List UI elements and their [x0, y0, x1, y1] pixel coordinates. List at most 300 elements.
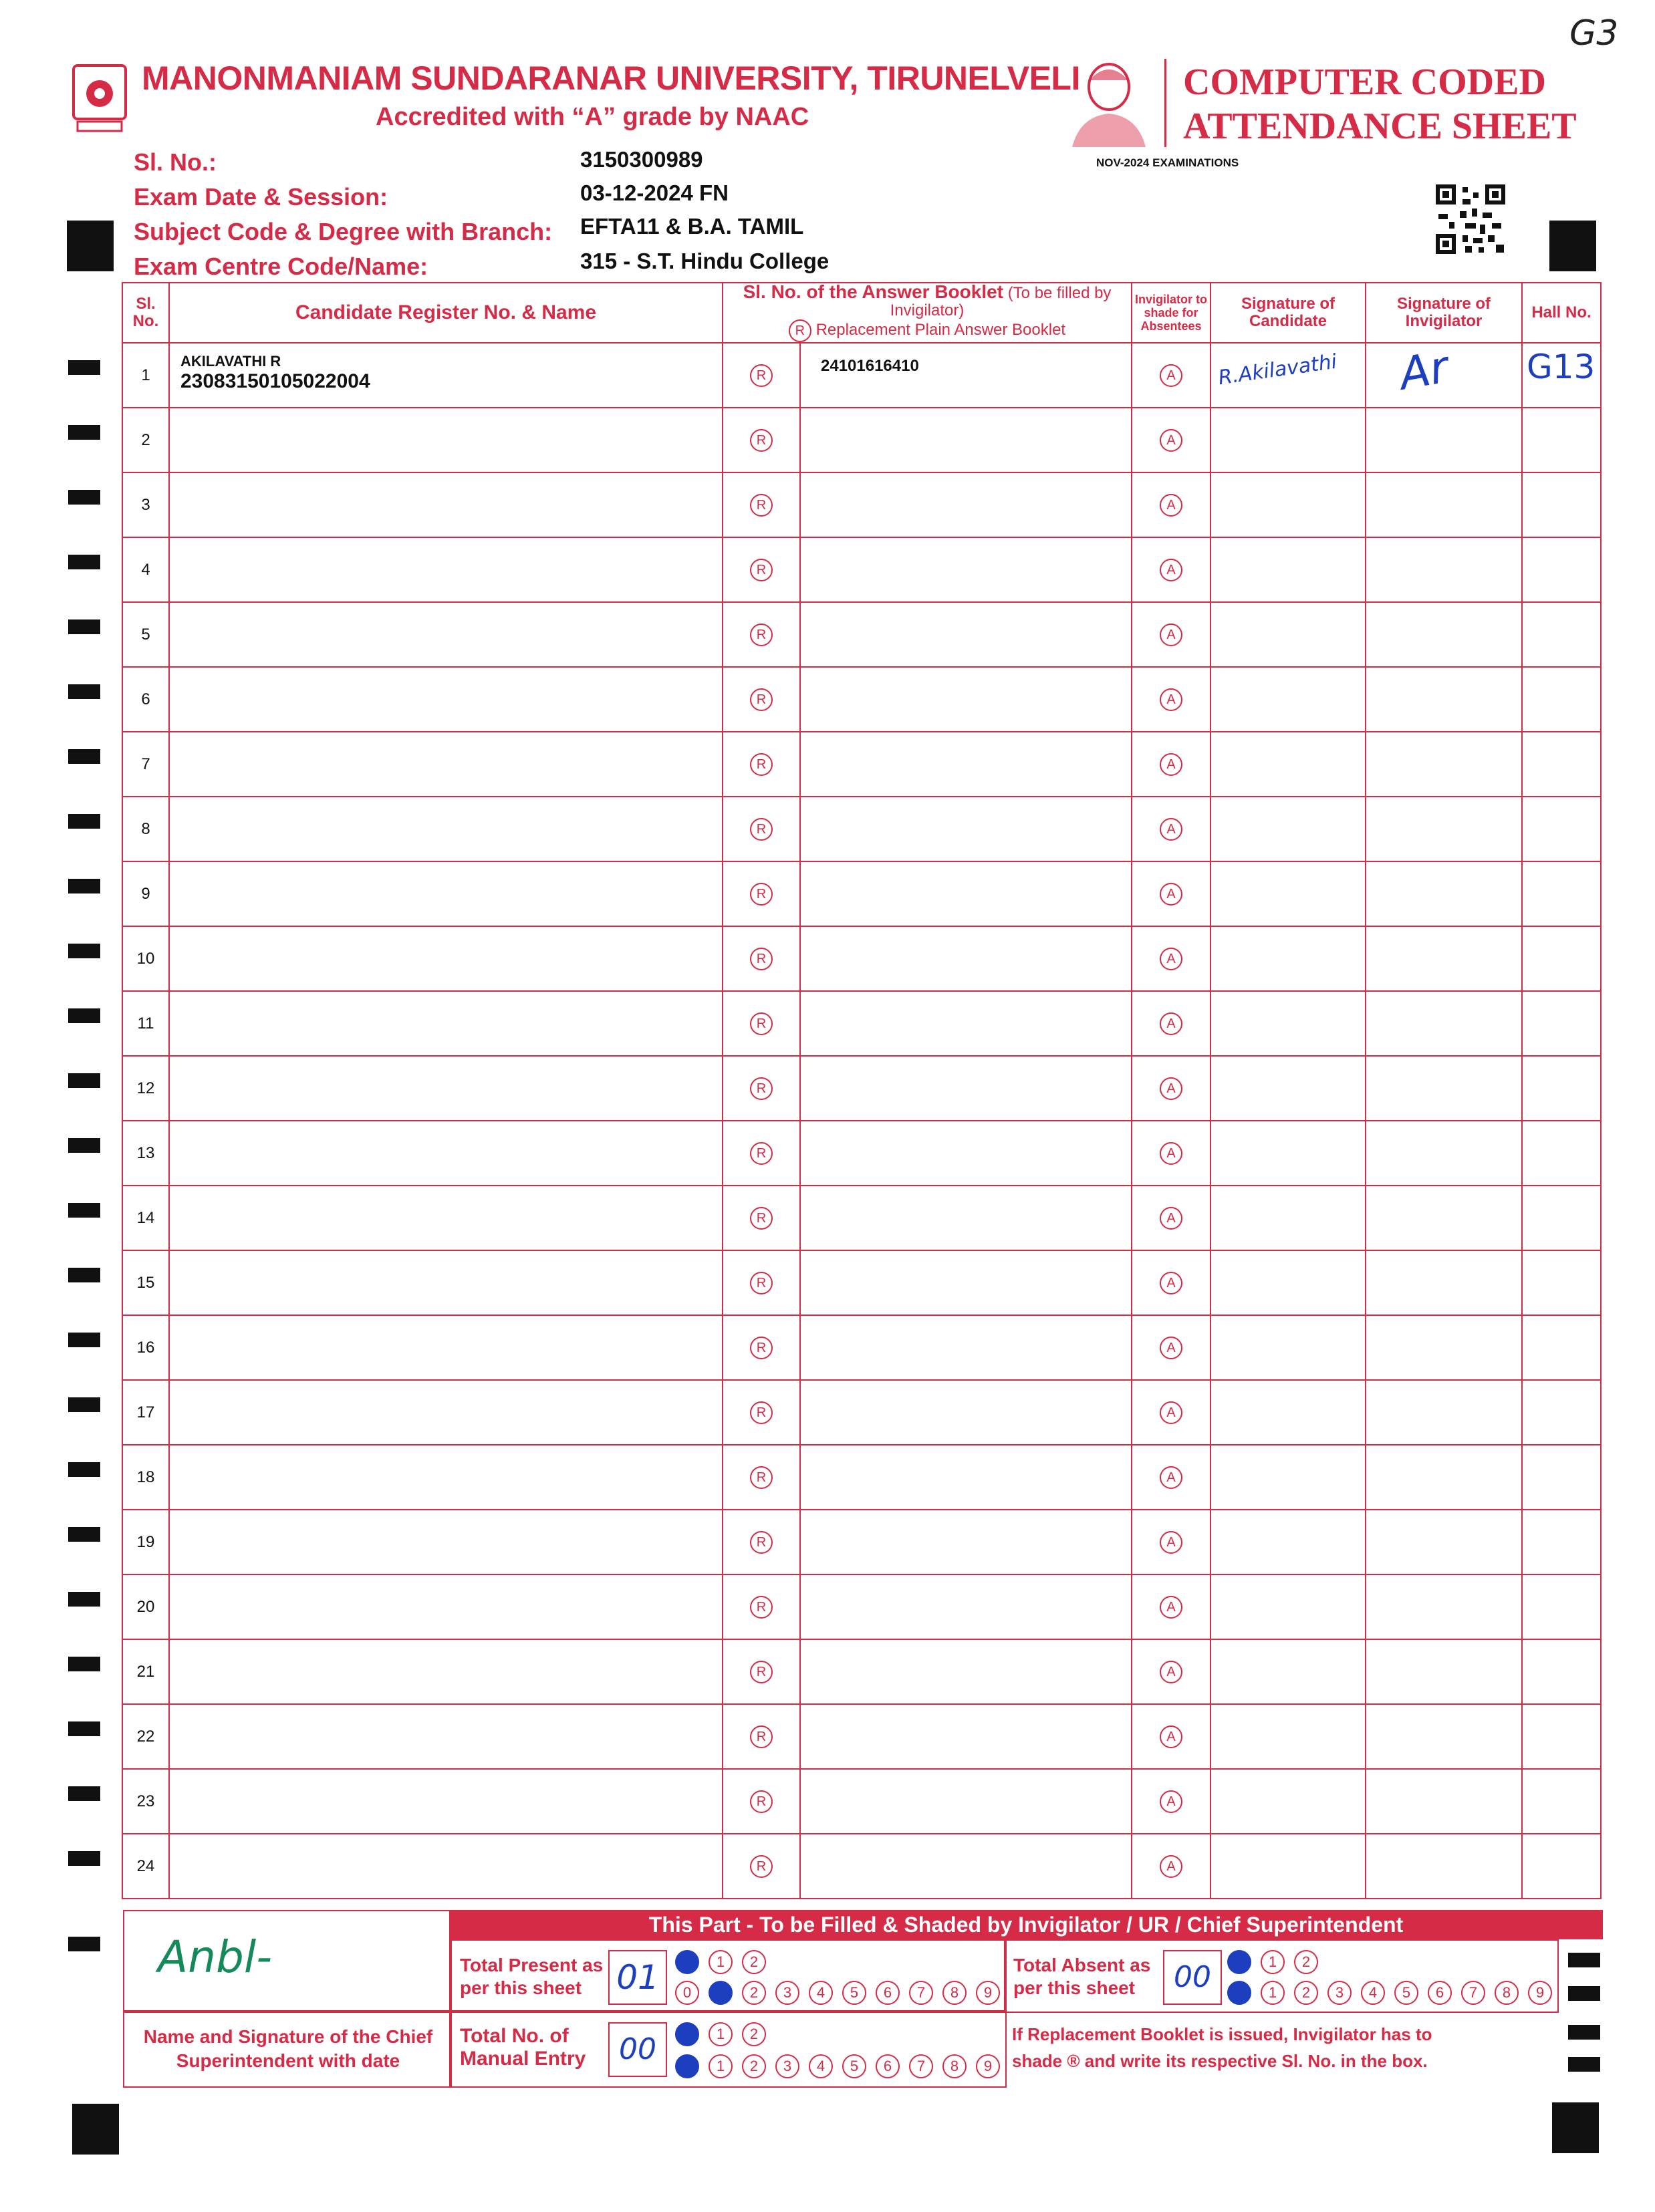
replacement-bubble-cell[interactable]: [723, 1574, 800, 1639]
candidate-cell[interactable]: [169, 537, 723, 602]
table-row: [122, 926, 1601, 991]
candidate-cell[interactable]: [169, 1639, 723, 1704]
hall-no-cell[interactable]: [1522, 991, 1601, 1056]
replacement-bubble[interactable]: R: [750, 1077, 773, 1100]
timing-mark: [68, 1937, 100, 1951]
invigilator-signature-cell[interactable]: [1366, 1510, 1522, 1574]
absent-bubble-cell[interactable]: [1132, 1834, 1211, 1899]
candidate-signature-cell[interactable]: [1211, 991, 1366, 1056]
candidate-cell[interactable]: [169, 472, 723, 537]
absent-bubble[interactable]: A: [1160, 559, 1182, 581]
chief-label-box: [123, 2010, 452, 2088]
hall-no-cell[interactable]: [1522, 1186, 1601, 1250]
candidate-signature-cell[interactable]: [1211, 537, 1366, 602]
replacement-bubble-cell[interactable]: [723, 926, 800, 991]
absent-bubble[interactable]: A: [1160, 1207, 1182, 1230]
candidate-signature-cell[interactable]: [1211, 1769, 1366, 1834]
candidate-cell[interactable]: [169, 1834, 723, 1899]
absent-bubble-cell[interactable]: [1132, 1186, 1211, 1250]
replacement-bubble-cell[interactable]: [723, 991, 800, 1056]
digit-bubble[interactable]: 1: [1261, 1981, 1285, 2005]
candidate-signature-cell[interactable]: [1211, 1445, 1366, 1510]
timing-mark: [68, 684, 100, 699]
replacement-note: If Replacement Booklet is issued, Invigilator has to shade ® and write its respective Sl. No. in the box.: [1012, 2024, 1432, 2071]
corner-handwritten-mark: G3: [1569, 13, 1619, 53]
absent-bubble[interactable]: A: [1160, 1531, 1182, 1554]
absent-bubble[interactable]: A: [1160, 624, 1182, 646]
candidate-cell[interactable]: [169, 1121, 723, 1186]
hall-no-cell[interactable]: [1522, 1639, 1601, 1704]
booklet-no-cell[interactable]: [800, 1574, 1132, 1639]
invigilator-signature-cell[interactable]: [1366, 1315, 1522, 1380]
absent-bubble[interactable]: A: [1160, 364, 1182, 387]
candidate-signature-cell[interactable]: [1211, 1250, 1366, 1315]
digit-bubble[interactable]: 9: [976, 1981, 1000, 2005]
absent-bubble[interactable]: A: [1160, 818, 1182, 841]
digit-bubble[interactable]: 0: [675, 2054, 699, 2078]
candidate-cell[interactable]: [169, 1704, 723, 1769]
digit-bubble[interactable]: 9: [976, 2054, 1000, 2078]
invigilator-signature-cell[interactable]: [1366, 343, 1522, 408]
absent-bubble-cell[interactable]: [1132, 991, 1211, 1056]
replacement-bubble-cell[interactable]: [723, 1445, 800, 1510]
digit-bubble[interactable]: 5: [1394, 1981, 1418, 2005]
booklet-no-cell[interactable]: [800, 1639, 1132, 1704]
invigilator-signature-cell[interactable]: [1366, 537, 1522, 602]
digit-bubble[interactable]: 8: [1495, 1981, 1519, 2005]
digit-bubble[interactable]: 7: [1461, 1981, 1485, 2005]
digit-bubble[interactable]: 3: [775, 2054, 799, 2078]
absent-bubble-cell[interactable]: [1132, 1056, 1211, 1121]
booklet-no-cell[interactable]: [800, 1704, 1132, 1769]
booklet-no-cell[interactable]: [800, 602, 1132, 667]
replacement-bubble-cell[interactable]: [723, 1510, 800, 1574]
total-absent-value: 00: [1163, 1950, 1222, 2005]
candidate-signature-cell[interactable]: [1211, 732, 1366, 797]
absent-units-bubbles: [1227, 1981, 1552, 2005]
hall-no-cell[interactable]: [1522, 861, 1601, 926]
candidate-cell[interactable]: [169, 408, 723, 472]
row-sl: 6: [122, 667, 169, 732]
hall-no-cell[interactable]: [1522, 537, 1601, 602]
candidate-signature-cell[interactable]: [1211, 1510, 1366, 1574]
candidate-cell[interactable]: [169, 1445, 723, 1510]
invigilator-signature-cell[interactable]: [1366, 1445, 1522, 1510]
digit-bubble[interactable]: 1: [1261, 1950, 1285, 1974]
booklet-no-cell[interactable]: [800, 1834, 1132, 1899]
invigilator-signature-cell[interactable]: [1366, 797, 1522, 861]
table-row: [122, 1510, 1601, 1574]
candidate-cell[interactable]: [169, 1186, 723, 1250]
timing-mark: [68, 425, 100, 440]
booklet-no-cell[interactable]: [800, 343, 1132, 408]
replacement-bubble[interactable]: R: [750, 494, 773, 517]
invigilator-signature-cell[interactable]: [1366, 1380, 1522, 1445]
registration-mark-bottom-right: [1552, 2102, 1599, 2153]
digit-bubble[interactable]: 7: [909, 1981, 933, 2005]
absent-bubble-cell[interactable]: [1132, 1639, 1211, 1704]
absent-bubble[interactable]: A: [1160, 1596, 1182, 1619]
candidate-signature-cell[interactable]: [1211, 408, 1366, 472]
digit-bubble[interactable]: 6: [876, 2054, 900, 2078]
absent-bubble[interactable]: A: [1160, 688, 1182, 711]
booklet-no-cell[interactable]: [800, 1769, 1132, 1834]
digit-bubble[interactable]: 3: [1327, 1981, 1352, 2005]
replacement-bubble-cell[interactable]: [723, 537, 800, 602]
hall-no-cell[interactable]: [1522, 797, 1601, 861]
digit-bubble[interactable]: 2: [742, 1950, 766, 1974]
absent-bubble[interactable]: A: [1160, 1012, 1182, 1035]
hall-no-cell[interactable]: [1522, 602, 1601, 667]
hall-no-cell[interactable]: [1522, 732, 1601, 797]
candidate-signature-cell[interactable]: [1211, 1380, 1366, 1445]
registration-mark-bottom-left: [72, 2104, 119, 2155]
candidate-signature-cell[interactable]: [1211, 1834, 1366, 1899]
total-absent-label: Total Absent as per this sheet: [1013, 1955, 1151, 1998]
invigilator-signature-cell[interactable]: [1366, 1574, 1522, 1639]
table-row: [122, 667, 1601, 732]
booklet-no-cell[interactable]: [800, 472, 1132, 537]
replacement-bubble[interactable]: R: [750, 1012, 773, 1035]
absent-bubble[interactable]: A: [1160, 883, 1182, 906]
absent-bubble[interactable]: A: [1160, 948, 1182, 970]
replacement-bubble-cell[interactable]: [723, 408, 800, 472]
booklet-no-cell[interactable]: [800, 732, 1132, 797]
candidate-cell[interactable]: [169, 1315, 723, 1380]
university-name: MANONMANIAM SUNDARANAR UNIVERSITY, TIRUNELVELI: [142, 59, 1080, 97]
hall-no-cell[interactable]: [1522, 1769, 1601, 1834]
absent-bubble[interactable]: A: [1160, 1790, 1182, 1813]
replacement-bubble-cell[interactable]: [723, 1639, 800, 1704]
absent-bubble-cell[interactable]: [1132, 926, 1211, 991]
table-row: [122, 1769, 1601, 1834]
replacement-bubble[interactable]: R: [750, 948, 773, 970]
digit-bubble[interactable]: 2: [742, 2054, 766, 2078]
booklet-no-cell[interactable]: [800, 408, 1132, 472]
replacement-bubble-cell[interactable]: [723, 861, 800, 926]
candidate-cell[interactable]: [169, 667, 723, 732]
booklet-no-cell[interactable]: [800, 1056, 1132, 1121]
hall-no-cell[interactable]: [1522, 1121, 1601, 1186]
row-sl: 3: [122, 472, 169, 537]
invigilator-signature-cell[interactable]: [1366, 1250, 1522, 1315]
absent-bubble-cell[interactable]: [1132, 1769, 1211, 1834]
replacement-bubble[interactable]: R: [750, 559, 773, 581]
invigilator-signature-cell[interactable]: [1366, 602, 1522, 667]
replacement-bubble-cell[interactable]: [723, 1769, 800, 1834]
replacement-bubble-cell[interactable]: [723, 1704, 800, 1769]
row-sl: 19: [122, 1510, 169, 1574]
absent-bubble-cell[interactable]: [1132, 861, 1211, 926]
absent-bubble-cell[interactable]: [1132, 537, 1211, 602]
timing-mark: [1568, 2025, 1600, 2040]
table-row: [122, 1250, 1601, 1315]
hall-no-cell[interactable]: [1522, 408, 1601, 472]
absent-bubble[interactable]: A: [1160, 1725, 1182, 1748]
candidate-cell[interactable]: [169, 1510, 723, 1574]
replacement-bubble[interactable]: R: [750, 1401, 773, 1424]
booklet-no-cell[interactable]: [800, 1315, 1132, 1380]
candidate-signature-cell[interactable]: [1211, 861, 1366, 926]
hall-no-cell[interactable]: [1522, 1445, 1601, 1510]
timing-mark: [68, 1268, 100, 1282]
invigilator-signature-cell[interactable]: [1366, 1834, 1522, 1899]
replacement-bubble[interactable]: R: [750, 364, 773, 387]
candidate-cell[interactable]: [169, 861, 723, 926]
chief-signature-box: [123, 1910, 452, 2013]
invigilator-signature-cell[interactable]: [1366, 1056, 1522, 1121]
timing-mark: [68, 1462, 100, 1477]
replacement-bubble[interactable]: R: [750, 1466, 773, 1489]
replacement-bubble-cell[interactable]: [723, 1315, 800, 1380]
hall-no-cell[interactable]: [1522, 472, 1601, 537]
digit-bubble[interactable]: 0: [675, 1981, 699, 2005]
absent-bubble[interactable]: A: [1160, 1077, 1182, 1100]
hall-no-cell[interactable]: [1522, 1250, 1601, 1315]
timing-mark: [68, 555, 100, 569]
booklet-no-cell[interactable]: [800, 861, 1132, 926]
hall-no-cell[interactable]: [1522, 1380, 1601, 1445]
total-present-value: 01: [608, 1950, 667, 2005]
candidate-cell[interactable]: [169, 602, 723, 667]
absent-bubble[interactable]: A: [1160, 1855, 1182, 1878]
digit-bubble[interactable]: 2: [1294, 1981, 1318, 2005]
table-row: [122, 537, 1601, 602]
table-row: [122, 1056, 1601, 1121]
candidate-cell[interactable]: [169, 343, 723, 408]
digit-bubble[interactable]: 4: [809, 1981, 833, 2005]
candidate-signature-cell[interactable]: [1211, 1704, 1366, 1769]
hall-no-cell[interactable]: [1522, 667, 1601, 732]
replacement-bubble[interactable]: R: [750, 1207, 773, 1230]
replacement-bubble-cell[interactable]: [723, 797, 800, 861]
timing-mark: [68, 360, 100, 375]
absent-bubble-cell[interactable]: [1132, 1510, 1211, 1574]
invigilator-signature-cell[interactable]: [1366, 1186, 1522, 1250]
candidate-signature-cell[interactable]: [1211, 1315, 1366, 1380]
invigilator-signature-cell[interactable]: [1366, 732, 1522, 797]
absent-bubble-cell[interactable]: [1132, 1121, 1211, 1186]
candidate-signature-cell[interactable]: [1211, 926, 1366, 991]
candidate-cell[interactable]: [169, 1380, 723, 1445]
col-hall: Hall No.: [1522, 283, 1601, 343]
booklet-no-cell[interactable]: [800, 991, 1132, 1056]
booklet-no-cell[interactable]: [800, 1250, 1132, 1315]
candidate-cell[interactable]: [169, 1250, 723, 1315]
candidate-cell[interactable]: [169, 926, 723, 991]
candidate-cell[interactable]: [169, 732, 723, 797]
candidate-cell[interactable]: [169, 1769, 723, 1834]
present-units-bubbles: [675, 1981, 1000, 2005]
absent-bubble-cell[interactable]: [1132, 667, 1211, 732]
replacement-bubble[interactable]: R: [750, 688, 773, 711]
timing-mark: [68, 944, 100, 958]
candidate-signature-cell[interactable]: [1211, 667, 1366, 732]
invigilator-signature-cell[interactable]: [1366, 926, 1522, 991]
booklet-no-cell[interactable]: [800, 1186, 1132, 1250]
booklet-no-cell[interactable]: [800, 1380, 1132, 1445]
invigilator-signature-cell[interactable]: [1366, 1769, 1522, 1834]
candidate-cell[interactable]: [169, 991, 723, 1056]
digit-bubble[interactable]: 7: [909, 2054, 933, 2078]
replacement-bubble-cell[interactable]: [723, 1250, 800, 1315]
digit-bubble[interactable]: 6: [1428, 1981, 1452, 2005]
candidate-signature-cell[interactable]: [1211, 1574, 1366, 1639]
absent-bubble-cell[interactable]: [1132, 408, 1211, 472]
hall-no-cell[interactable]: [1522, 1510, 1601, 1574]
replacement-bubble-cell[interactable]: [723, 1834, 800, 1899]
replacement-bubble[interactable]: R: [750, 883, 773, 906]
candidate-signature-cell[interactable]: [1211, 1121, 1366, 1186]
digit-bubble[interactable]: 8: [942, 2054, 967, 2078]
absent-bubble-cell[interactable]: [1132, 732, 1211, 797]
absent-bubble[interactable]: A: [1160, 429, 1182, 452]
booklet-no-cell[interactable]: [800, 797, 1132, 861]
invigilator-signature-cell[interactable]: [1366, 472, 1522, 537]
timing-mark: [68, 1657, 100, 1671]
candidate-signature-cell[interactable]: [1211, 472, 1366, 537]
replacement-bubble-cell[interactable]: [723, 343, 800, 408]
col-booklet-note: (To be filled by Invigilator): [890, 284, 1112, 319]
absent-bubble-cell[interactable]: [1132, 1704, 1211, 1769]
absent-bubble-cell[interactable]: [1132, 1315, 1211, 1380]
digit-bubble[interactable]: 4: [809, 2054, 833, 2078]
replacement-bubble[interactable]: R: [750, 1531, 773, 1554]
row-sl: 1: [122, 343, 169, 408]
candidate-signature-cell[interactable]: [1211, 602, 1366, 667]
replacement-bubble-cell[interactable]: [723, 1380, 800, 1445]
replacement-bubble[interactable]: R: [750, 429, 773, 452]
invigilator-signature-cell[interactable]: [1366, 861, 1522, 926]
table-row: [122, 1445, 1601, 1510]
invigilator-signature-cell[interactable]: [1366, 1639, 1522, 1704]
candidate-signature-cell[interactable]: [1211, 1639, 1366, 1704]
replacement-bubble[interactable]: R: [750, 1337, 773, 1359]
digit-bubble[interactable]: 2: [1294, 1950, 1318, 1974]
absent-bubble[interactable]: A: [1160, 1272, 1182, 1294]
digit-bubble[interactable]: 5: [842, 1981, 866, 2005]
absent-bubble-cell[interactable]: [1132, 1380, 1211, 1445]
timing-mark: [68, 749, 100, 764]
replacement-bubble-cell[interactable]: [723, 667, 800, 732]
replacement-bubble[interactable]: R: [750, 1661, 773, 1683]
absent-bubble[interactable]: A: [1160, 1401, 1182, 1424]
absent-bubble[interactable]: A: [1160, 1466, 1182, 1489]
row-sl: 16: [122, 1315, 169, 1380]
invigilator-signature-cell[interactable]: [1366, 1704, 1522, 1769]
candidate-signature-cell[interactable]: [1211, 343, 1366, 408]
digit-bubble[interactable]: 0: [675, 1950, 699, 1974]
digit-bubble[interactable]: 0: [1227, 1950, 1251, 1974]
sheet-title-line2: ATTENDANCE SHEET: [1183, 106, 1577, 147]
absent-bubble-cell[interactable]: [1132, 1574, 1211, 1639]
absent-bubble[interactable]: A: [1160, 494, 1182, 517]
replacement-bubble-cell[interactable]: [723, 1056, 800, 1121]
digit-bubble[interactable]: 1: [709, 2022, 733, 2046]
replacement-bubble[interactable]: R: [750, 818, 773, 841]
timing-mark: [68, 1592, 100, 1607]
candidate-signature-cell[interactable]: [1211, 797, 1366, 861]
candidate-signature-cell[interactable]: [1211, 1056, 1366, 1121]
digit-bubble[interactable]: 6: [876, 1981, 900, 2005]
replacement-bubble[interactable]: R: [750, 624, 773, 646]
candidate-signature-cell[interactable]: [1211, 1186, 1366, 1250]
replacement-bubble-cell[interactable]: [723, 602, 800, 667]
replacement-bubble-cell[interactable]: [723, 1121, 800, 1186]
hall-no-cell[interactable]: [1522, 343, 1601, 408]
timing-mark: [68, 1721, 100, 1736]
hall-no-cell[interactable]: [1522, 1574, 1601, 1639]
hall-no-cell[interactable]: [1522, 926, 1601, 991]
absent-bubble[interactable]: A: [1160, 753, 1182, 776]
invigilator-signature-cell[interactable]: [1366, 408, 1522, 472]
digit-bubble[interactable]: 5: [842, 2054, 866, 2078]
absent-bubble-cell[interactable]: [1132, 602, 1211, 667]
hall-no-cell[interactable]: [1522, 1056, 1601, 1121]
absent-bubble[interactable]: A: [1160, 1142, 1182, 1165]
digit-bubble[interactable]: 4: [1361, 1981, 1385, 2005]
hall-no-cell[interactable]: [1522, 1704, 1601, 1769]
absent-bubble-cell[interactable]: [1132, 797, 1211, 861]
absent-bubble[interactable]: A: [1160, 1661, 1182, 1683]
total-absent-box: [1004, 1939, 1559, 2013]
digit-bubble[interactable]: 0: [675, 2022, 699, 2046]
invigilator-signature-cell[interactable]: [1366, 667, 1522, 732]
invigilator-signature-cell[interactable]: [1366, 991, 1522, 1056]
replacement-bubble[interactable]: R: [750, 1855, 773, 1878]
digit-bubble[interactable]: 8: [942, 1981, 967, 2005]
booklet-no-cell[interactable]: [800, 1445, 1132, 1510]
absent-bubble-cell[interactable]: [1132, 1445, 1211, 1510]
replacement-bubble[interactable]: R: [750, 753, 773, 776]
digit-bubble[interactable]: 2: [742, 2022, 766, 2046]
digit-bubble[interactable]: 1: [709, 2054, 733, 2078]
digit-bubble[interactable]: 3: [775, 1981, 799, 2005]
hall-no-cell[interactable]: [1522, 1315, 1601, 1380]
manual-entry-box: [449, 2010, 1007, 2088]
table-row: [122, 1639, 1601, 1704]
candidate-cell[interactable]: [169, 1574, 723, 1639]
invigilator-signature-cell[interactable]: [1366, 1121, 1522, 1186]
hall-no-cell[interactable]: [1522, 1834, 1601, 1899]
replacement-bubble[interactable]: R: [750, 1725, 773, 1748]
booklet-no-cell[interactable]: [800, 667, 1132, 732]
absent-bubble-cell[interactable]: [1132, 1250, 1211, 1315]
replacement-bubble[interactable]: R: [750, 1596, 773, 1619]
digit-bubble[interactable]: 1: [709, 1950, 733, 1974]
absent-bubble-cell[interactable]: [1132, 472, 1211, 537]
booklet-no-cell[interactable]: [800, 1121, 1132, 1186]
digit-bubble[interactable]: 9: [1528, 1981, 1552, 2005]
digit-bubble[interactable]: 0: [1227, 1981, 1251, 2005]
replacement-bubble-cell[interactable]: [723, 1186, 800, 1250]
booklet-no-cell[interactable]: [800, 926, 1132, 991]
replacement-bubble[interactable]: R: [750, 1272, 773, 1294]
table-row: [122, 1186, 1601, 1250]
absent-bubble[interactable]: A: [1160, 1337, 1182, 1359]
digit-bubble[interactable]: 1: [709, 1981, 733, 2005]
replacement-bubble-cell[interactable]: [723, 732, 800, 797]
replacement-bubble-cell[interactable]: [723, 472, 800, 537]
digit-bubble[interactable]: 2: [742, 1981, 766, 2005]
replacement-bubble[interactable]: R: [750, 1790, 773, 1813]
candidate-cell[interactable]: [169, 1056, 723, 1121]
booklet-no-cell[interactable]: [800, 1510, 1132, 1574]
absent-bubble-cell[interactable]: [1132, 343, 1211, 408]
replacement-bubble[interactable]: R: [750, 1142, 773, 1165]
booklet-no-cell[interactable]: [800, 537, 1132, 602]
candidate-cell[interactable]: [169, 797, 723, 861]
